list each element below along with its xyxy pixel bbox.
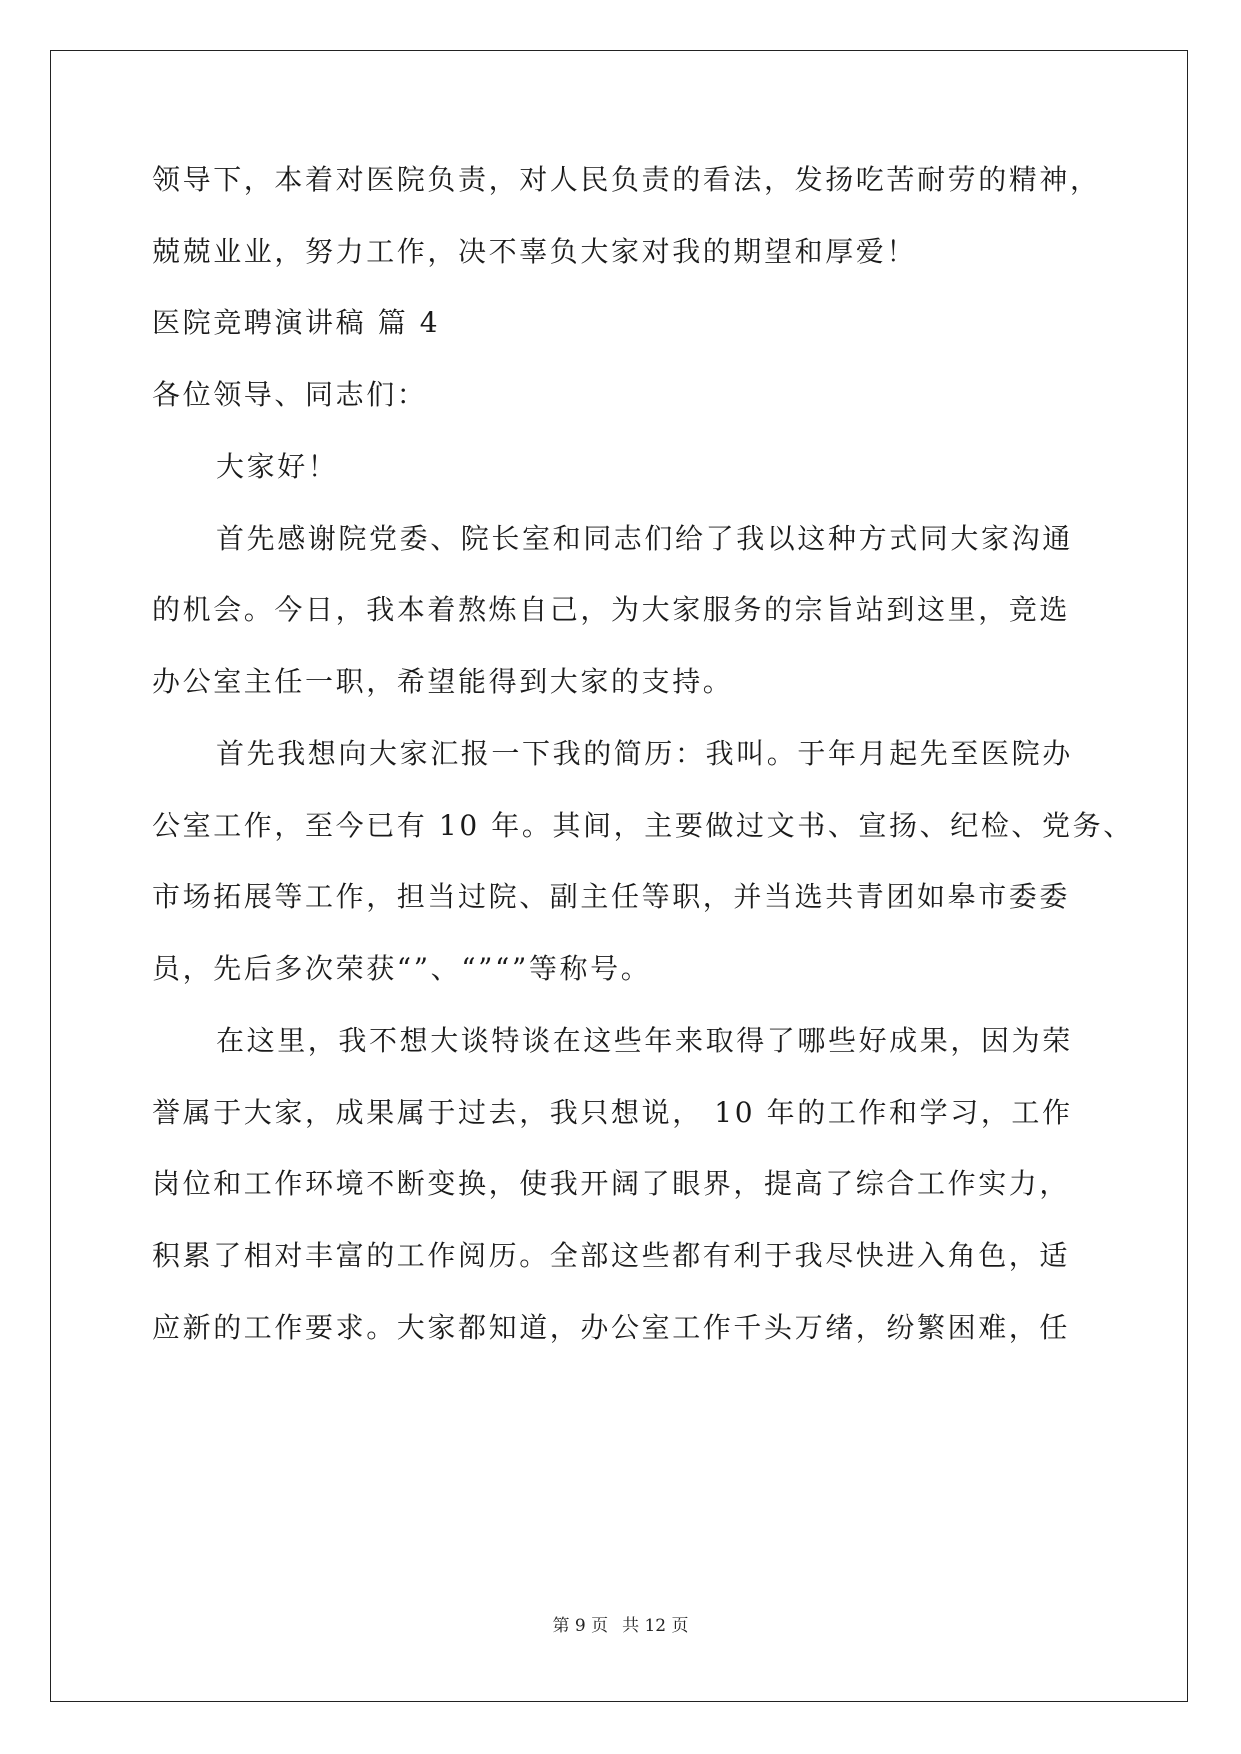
text-line: 公室工作，至今已有 10 年。其间，主要做过文书、宣扬、纪检、党务、 <box>152 809 1134 842</box>
text-line: 的机会。今日，我本着熬炼自己，为大家服务的宗旨站到这里，竞选 <box>152 593 1071 626</box>
page-total: 共 12 页 <box>622 1616 689 1636</box>
page-border <box>50 50 1188 1702</box>
greeting: 大家好！ <box>216 450 339 483</box>
text-line: 办公室主任一职，希望能得到大家的支持。 <box>152 665 734 698</box>
text-line: 在这里，我不想大谈特谈在这些年来取得了哪些好成果，因为荣 <box>216 1024 1073 1057</box>
text-line: 员，先后多次荣获“”、“”“”等称号。 <box>152 952 652 985</box>
text-line: 领导下，本着对医院负责，对人民负责的看法，发扬吃苦耐劳的精神， <box>152 163 1101 196</box>
text-line: 应新的工作要求。大家都知道，办公室工作千头万绪，纷繁困难，任 <box>152 1311 1071 1344</box>
text-line: 首先感谢院党委、院长室和同志们给了我以这种方式同大家沟通 <box>216 522 1073 555</box>
text-line: 兢兢业业，努力工作，决不辜负大家对我的期望和厚爱！ <box>152 235 918 268</box>
text-line: 誉属于大家，成果属于过去，我只想说， 10 年的工作和学习，工作 <box>152 1096 1073 1129</box>
section-heading: 医院竞聘演讲稿 篇 4 <box>152 306 441 339</box>
text-line: 市场拓展等工作，担当过院、副主任等职，并当选共青团如皋市委委 <box>152 880 1071 913</box>
page-number: 第 9 页 <box>552 1616 609 1636</box>
text-line: 积累了相对丰富的工作阅历。全部这些都有利于我尽快进入角色，适 <box>152 1239 1071 1272</box>
text-line: 岗位和工作环境不断变换，使我开阔了眼界，提高了综合工作实力， <box>152 1167 1071 1200</box>
salutation: 各位领导、同志们： <box>152 378 428 411</box>
text-line: 首先我想向大家汇报一下我的简历：我叫。于年月起先至医院办 <box>216 737 1073 770</box>
page-footer <box>0 1616 1241 1636</box>
